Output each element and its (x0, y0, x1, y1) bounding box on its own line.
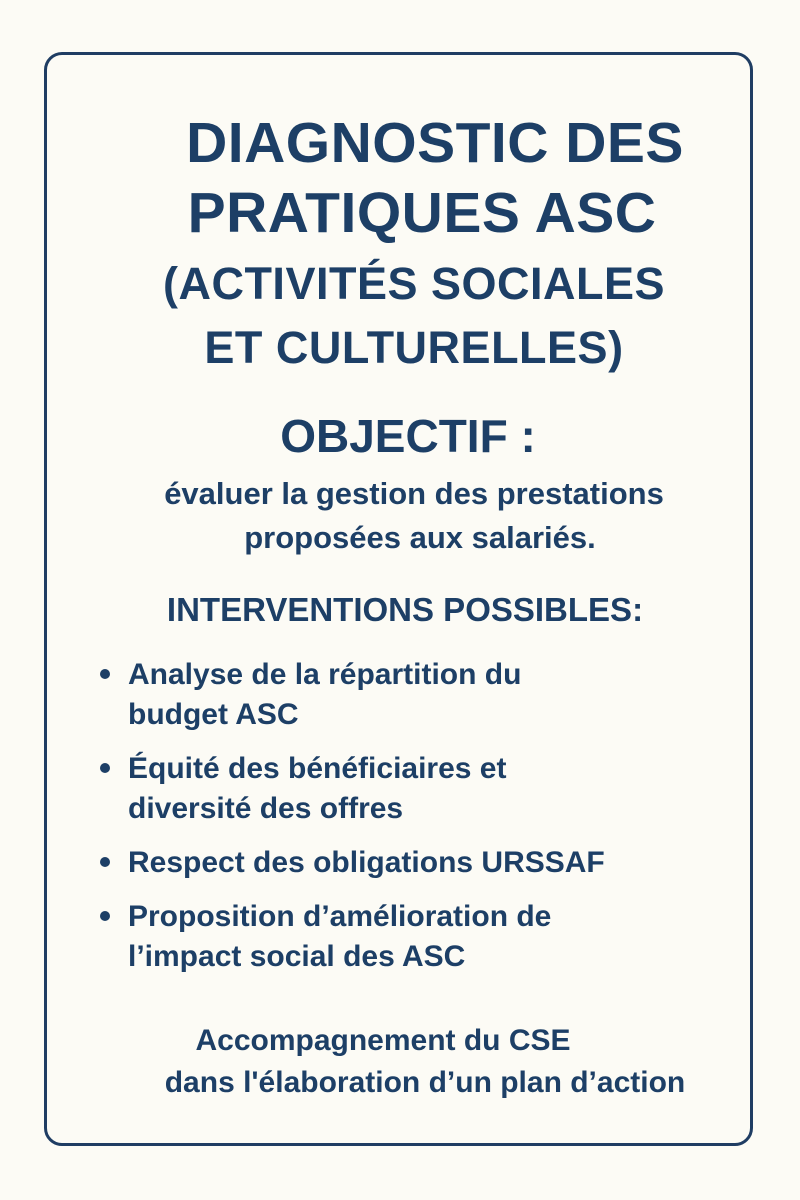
objectif-description-line-2: proposées aux salariés. (244, 520, 596, 555)
list-item-text: Analyse de la répartition du (128, 658, 522, 691)
bullet-icon (100, 857, 110, 867)
list-item (100, 897, 740, 977)
title-line-3: (ACTIVITÉS SOCIALES (162, 258, 666, 309)
interventions-list (100, 655, 740, 991)
title-line-4: ET CULTURELLES) (204, 322, 624, 373)
footer-line-1: Accompagnement du CSE (195, 1024, 571, 1057)
list-item (100, 655, 740, 735)
title-line-2: PRATIQUES ASC (187, 181, 657, 245)
bullet-icon (100, 911, 110, 921)
interventions-heading: INTERVENTIONS POSSIBLES: (166, 591, 644, 628)
list-item-text: l’impact social des ASC (128, 940, 466, 973)
list-item-text: diversité des offres (128, 792, 404, 825)
objectif-description-line-1: évaluer la gestion des prestations (164, 476, 664, 511)
list-item-text: Respect des obligations URSSAF (128, 846, 605, 879)
objectif-heading: OBJECTIF : (280, 410, 536, 462)
footer-line-2: dans l'élaboration d’un plan d’action (164, 1066, 686, 1099)
title-line-1: DIAGNOSTIC DES (186, 111, 684, 175)
list-item-text: Équité des bénéficiaires et (128, 752, 507, 785)
list-item (100, 843, 740, 883)
bullet-icon (100, 763, 110, 773)
list-item-text: Proposition d’amélioration de (128, 900, 552, 933)
list-item (100, 749, 740, 829)
list-item-text: budget ASC (128, 698, 299, 731)
bullet-icon (100, 669, 110, 679)
